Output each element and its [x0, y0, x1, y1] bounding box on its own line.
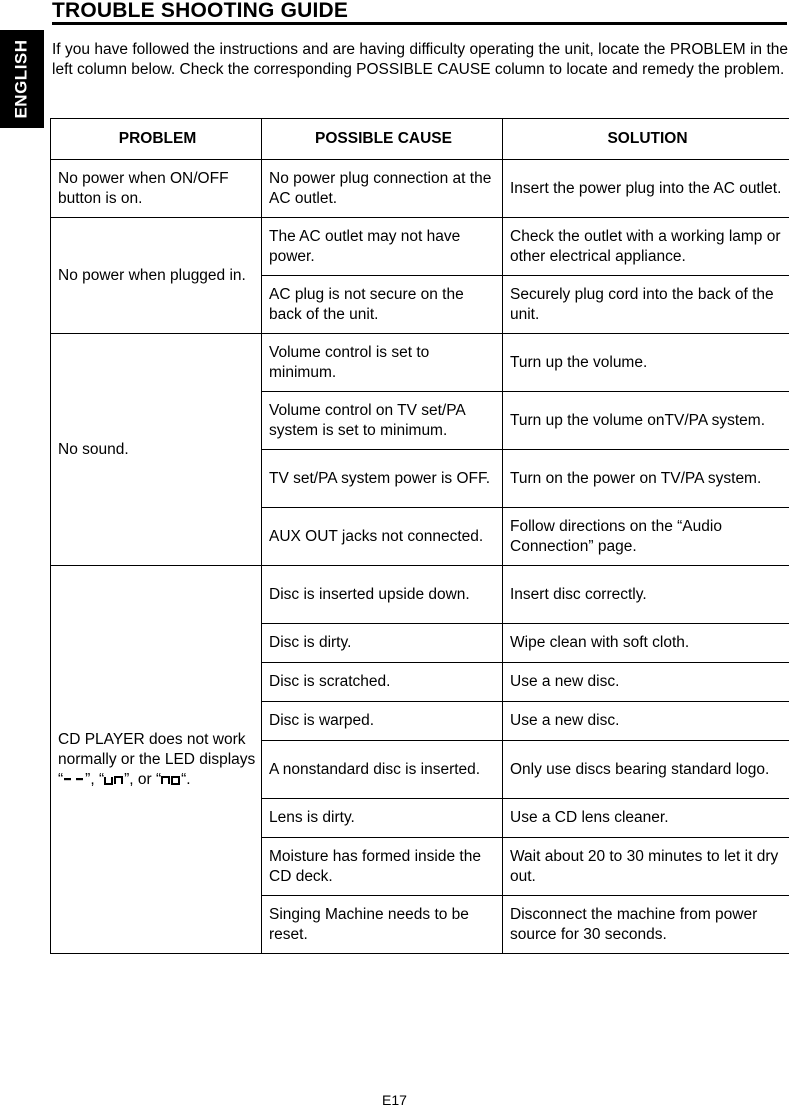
table-row	[51, 160, 789, 218]
cause-cell: Moisture has formed inside the CD deck.	[262, 838, 503, 896]
language-tab	[0, 30, 44, 128]
problem-cell: No sound.	[51, 334, 262, 566]
solution-cell: Wipe clean with soft cloth.	[503, 624, 789, 663]
solution-cell: Insert disc correctly.	[503, 566, 789, 624]
language-tab-label: ENGLISH	[12, 39, 32, 118]
cause-cell: AUX OUT jacks not connected.	[262, 508, 503, 566]
cause-cell: Lens is dirty.	[262, 799, 503, 838]
led-dashes-icon	[63, 773, 85, 785]
header-solution: SOLUTION	[503, 119, 789, 160]
problem-text: ”, or “	[124, 771, 161, 788]
title-underline	[52, 22, 787, 25]
header-problem: PROBLEM	[51, 119, 262, 160]
problem-cell	[51, 566, 262, 954]
table-row	[51, 218, 789, 276]
cause-cell: Disc is warped.	[262, 702, 503, 741]
solution-cell: Wait about 20 to 30 minutes to let it dry out.	[503, 838, 789, 896]
cause-cell: TV set/PA system power is OFF.	[262, 450, 503, 508]
problem-text: “.	[181, 771, 190, 788]
solution-cell: Check the outlet with a working lamp or other electrical appliance.	[503, 218, 789, 276]
solution-cell: Follow directions on the “Audio Connection” page.	[503, 508, 789, 566]
solution-cell: Turn up the volume.	[503, 334, 789, 392]
led-un-icon	[104, 773, 124, 785]
solution-cell: Use a CD lens cleaner.	[503, 799, 789, 838]
cause-cell: Disc is scratched.	[262, 663, 503, 702]
solution-cell: Insert the power plug into the AC outlet.	[503, 160, 789, 218]
table-row	[51, 334, 789, 392]
cause-cell: Disc is inserted upside down.	[262, 566, 503, 624]
cause-cell: Volume control is set to minimum.	[262, 334, 503, 392]
problem-cell: No power when plugged in.	[51, 218, 262, 334]
page-title: TROUBLE SHOOTING GUIDE	[52, 0, 348, 22]
header-cause: POSSIBLE CAUSE	[262, 119, 503, 160]
cause-cell: Disc is dirty.	[262, 624, 503, 663]
cause-cell: A nonstandard disc is inserted.	[262, 741, 503, 799]
solution-cell: Only use discs bearing standard logo.	[503, 741, 789, 799]
solution-cell: Disconnect the machine from power source for 30 seconds.	[503, 896, 789, 954]
cause-cell: AC plug is not secure on the back of the unit.	[262, 276, 503, 334]
solution-cell: Use a new disc.	[503, 663, 789, 702]
cause-cell: Singing Machine needs to be reset.	[262, 896, 503, 954]
cause-cell: Volume control on TV set/PA system is set to minimum.	[262, 392, 503, 450]
solution-cell: Use a new disc.	[503, 702, 789, 741]
solution-cell: Turn on the power on TV/PA system.	[503, 450, 789, 508]
solution-cell: Turn up the volume onTV/PA system.	[503, 392, 789, 450]
led-no-icon	[161, 773, 181, 785]
table-header-row	[51, 119, 789, 160]
page-number: E17	[0, 1092, 789, 1108]
intro-paragraph: If you have followed the instructions and are having difficulty operating the unit, locate the PROBLEM in the left column below. Check the corresponding POSSIBLE CAUSE column to locate and remedy the problem.	[52, 40, 788, 80]
cause-cell: The AC outlet may not have power.	[262, 218, 503, 276]
cause-cell: No power plug connection at the AC outlet.	[262, 160, 503, 218]
solution-cell: Securely plug cord into the back of the unit.	[503, 276, 789, 334]
problem-cell: No power when ON/OFF button is on.	[51, 160, 262, 218]
troubleshooting-table	[50, 118, 789, 954]
problem-text: CD PLAYER does not work normally or the LED displays “	[58, 731, 255, 788]
table-row	[51, 566, 789, 624]
problem-text: ”, “	[85, 771, 104, 788]
